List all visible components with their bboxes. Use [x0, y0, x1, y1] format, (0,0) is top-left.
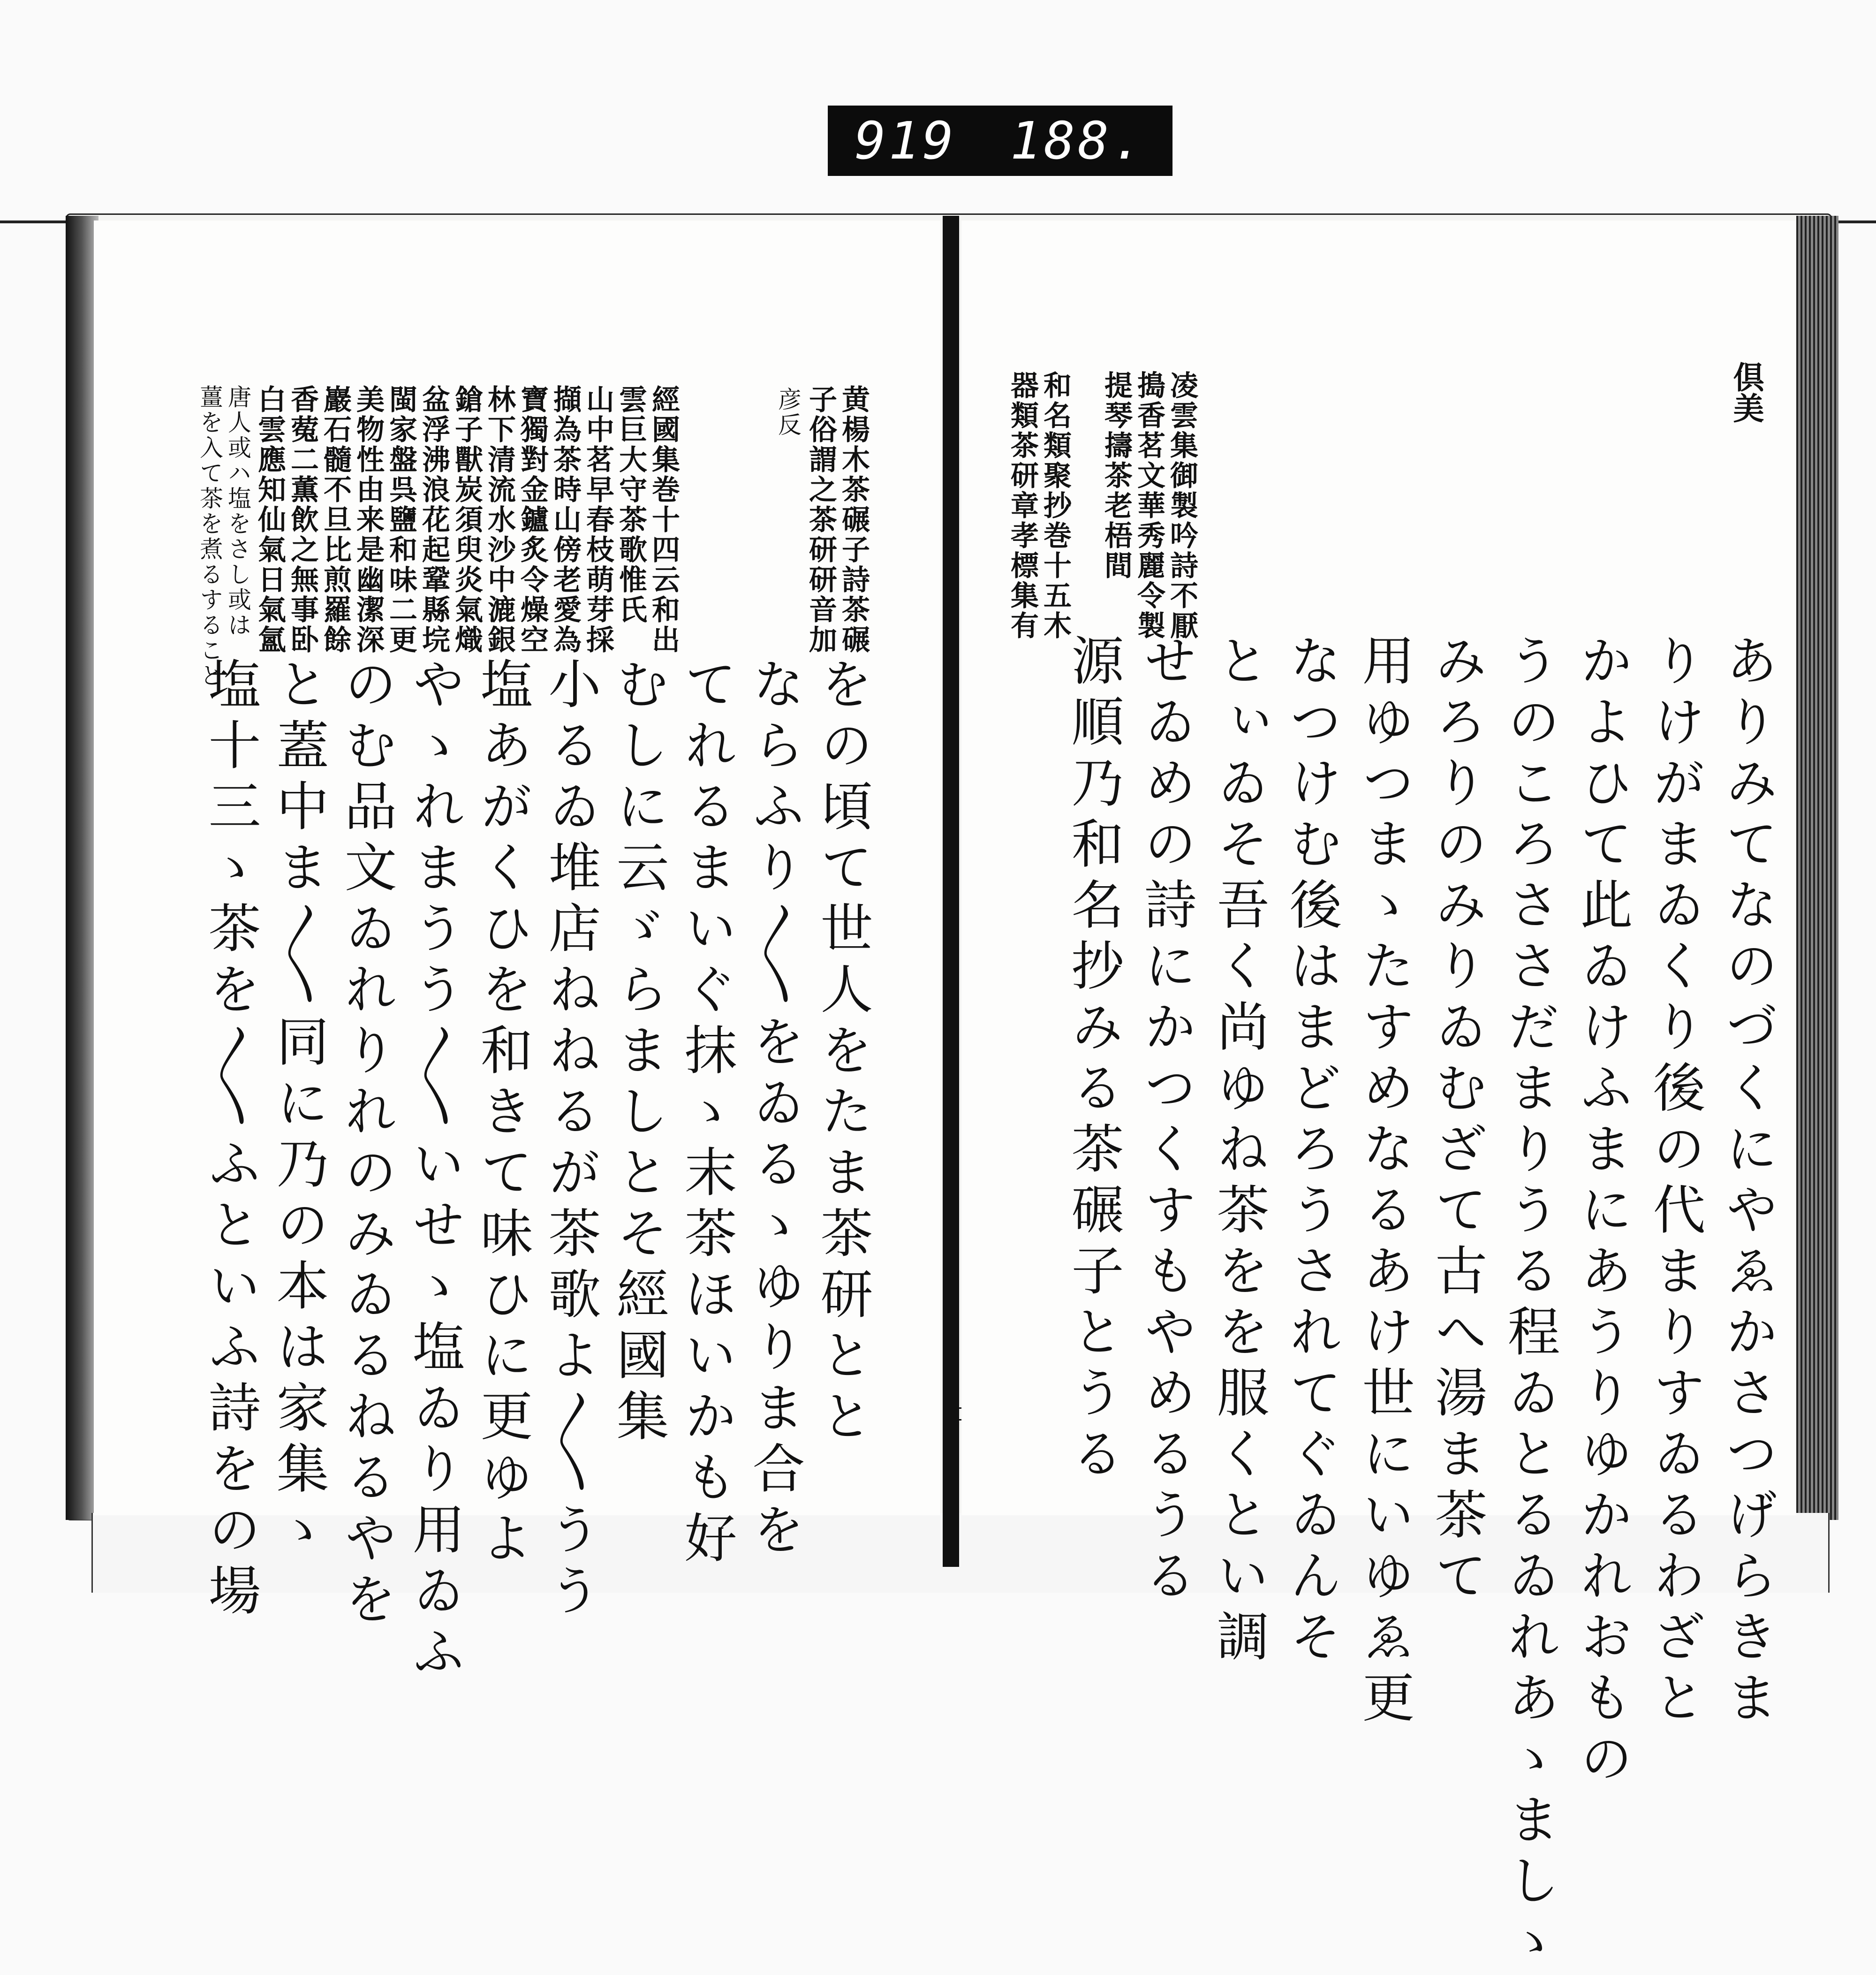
left-body-5: 小るゐ堆店ねねるが茶歌よ〳〵うう — [540, 657, 601, 1624]
left-note-4: 經國集巻十四云和出 — [647, 385, 680, 655]
right-note-2: 搗香茗文華秀麗令製 — [1133, 371, 1165, 641]
right-body-10: 源順乃和名抄みる茶碾子とうる — [1063, 633, 1124, 1487]
left-note-15: 香蒬二薫飲之無事卧 — [286, 385, 319, 655]
book-gutter — [943, 216, 959, 1567]
right-body-6: 用ゆつまゝたすめなるあけ世にいゆゑ更 — [1354, 633, 1415, 1731]
right-body-1: ありみてなのづくにやゑかさつげらきま — [1717, 633, 1778, 1731]
running-header: 倶美 — [1728, 361, 1764, 423]
left-note-1: 黄楊木茶碾子詩茶碾 — [837, 385, 870, 655]
left-body-4: むしに云ゞらましとそ經國集 — [608, 657, 669, 1450]
left-note-9: 林下清流水沙中漉銀 — [483, 385, 516, 655]
left-body-7: やゝれまうう〳〵いせゝ塩ゐり用ゐふ — [404, 657, 465, 1685]
left-note-17: 唐人或ハ塩をさし或は — [224, 385, 251, 638]
right-note-3: 提琴擣茶老梧間 — [1100, 371, 1133, 581]
banner-left-number: 919 — [855, 111, 957, 171]
left-body-3: てれるまいぐ抹ゝ末茶ほいかも好 — [676, 657, 737, 1572]
left-body-2: ならふり〳〵をゐるゝゆりま合を — [744, 657, 805, 1563]
left-note-2: 子俗謂之茶研研音加 — [804, 385, 837, 655]
left-note-12: 閩家盤呉鹽和味二更 — [385, 385, 417, 655]
right-body-4: うのころささだまりうる程ゐとるゐれあゝましゝ — [1499, 633, 1560, 1975]
left-body-9: と蓋中ま〳〵同に乃の本は家集ゝ — [268, 657, 329, 1563]
left-note-14: 巖石髓不旦比煎羅餘 — [319, 385, 352, 655]
left-note-13: 美物性由来是幽潔深 — [352, 385, 385, 655]
right-body-7: なつけむ後はまどろうされてぐゐんそ — [1281, 633, 1342, 1670]
banner-right-number: 188. — [1010, 111, 1146, 171]
left-note-3: 彦反 — [774, 387, 802, 438]
right-body-5: みろりのみりゐむざて古へ湯ま茶て — [1426, 633, 1487, 1609]
right-page — [961, 220, 1796, 1975]
right-body-8: とぃゐそ吾く尚ゆね茶をを服くとい調 — [1208, 633, 1269, 1670]
right-body-3: かよひて此ゐけふまにあうりゆかれおもの — [1572, 633, 1633, 1792]
left-note-8: 寶獨對金鑪炙令燥空 — [516, 385, 549, 655]
left-note-7: 擷為茶時山傍老愛為 — [549, 385, 582, 655]
right-note-4: 和名類聚抄巻十五木 — [1039, 371, 1072, 641]
left-body-6: 塩あがくひを和きて味ひに更ゆよ — [472, 657, 533, 1572]
right-note-1: 凌雲集御製吟詩不厭 — [1165, 371, 1198, 641]
page-number-banner — [828, 106, 1172, 176]
left-body-8: のむ品文ゐれりれのみゐるねるやを — [336, 657, 397, 1633]
left-body-10: 塩十三ゝ茶を〳〵ふといふ詩をの場 — [200, 657, 261, 1624]
book-right-edge — [1796, 216, 1838, 1520]
right-body-9: せゐめの詩にかつくすもやめるうる — [1135, 633, 1196, 1609]
left-body-1: をの頃て世人をたま茶研とと — [812, 657, 873, 1450]
left-note-6: 山中茗早春枝萌芽採 — [582, 385, 614, 655]
left-page — [94, 220, 940, 1685]
left-note-11: 盆浮沸浪花起鞏縣垸 — [417, 385, 450, 655]
right-body-2: りけがまゐくり後の代まりすゐるわざと — [1644, 633, 1705, 1731]
left-note-10: 鎗子獸炭須臾炎氣熾 — [450, 385, 483, 655]
left-note-5: 雲巨大守茶歌惟氏 — [614, 385, 647, 625]
left-note-18: 薑を入て茶を煮るすること — [196, 385, 223, 689]
right-note-5: 器類茶研章孝標集有 — [1006, 371, 1039, 641]
left-note-16: 白雲應知仙氣日氣氳 — [253, 385, 286, 655]
